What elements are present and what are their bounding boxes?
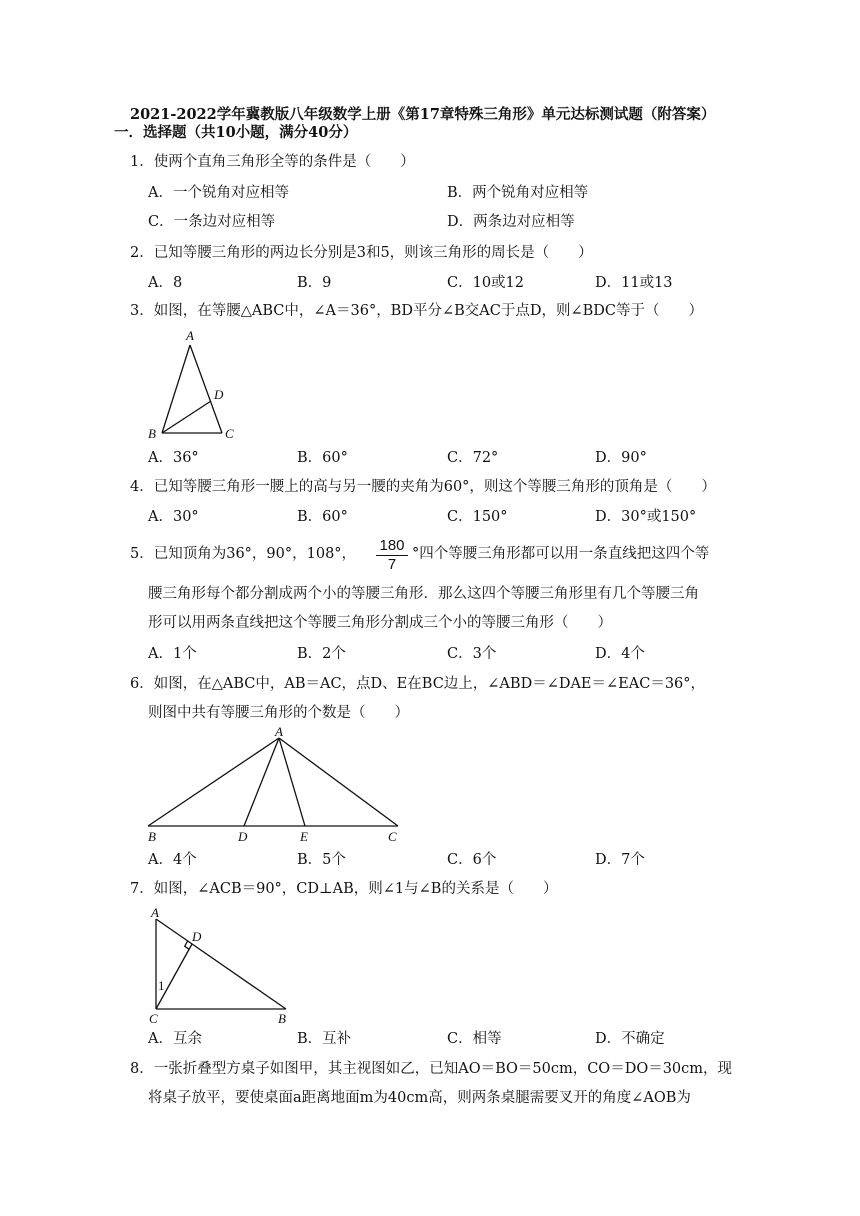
label-c: C [225, 426, 234, 441]
q7-option-d: D．不确定 [595, 1031, 665, 1047]
q4-option-b: B．60° [297, 509, 348, 525]
question-5-stem-start: 5．已知顶角为36°，90°，108°， [130, 546, 357, 562]
q1-option-c: C．一条边对应相等 [148, 214, 276, 230]
question-5-stem-line-2: 腰三角形每个都分割成两个小的等腰三角形．那么这四个等腰三角形里有几个等腰三角 [148, 586, 699, 602]
label-c: C [149, 1011, 158, 1023]
label-b: B [148, 829, 156, 844]
label-a: A [186, 328, 194, 343]
question-3-stem: 3．如图，在等腰△ABC中，∠A＝36°，BD平分∠B交AC于点D，则∠BDC等于（ ） [130, 303, 703, 319]
q7-option-a: A．互余 [148, 1031, 202, 1047]
q4-option-c: C．150° [447, 509, 508, 525]
label-e: E [300, 829, 308, 844]
q6-option-c: C．6个 [447, 852, 497, 868]
q6-option-a: A．4个 [148, 852, 197, 868]
q6-option-b: B．5个 [297, 852, 346, 868]
q6-option-d: D．7个 [595, 852, 645, 868]
q4-option-a: A．30° [148, 509, 199, 525]
question-1-stem: 1．使两个直角三角形全等的条件是（ ） [130, 154, 415, 170]
question-8-stem-line-1: 8．一张折叠型方桌子如图甲，其主视图如乙，已知AO＝BO＝50cm，CO＝DO＝30cm，现 [130, 1061, 733, 1077]
question-6-stem-line-1: 6．如图，在△ABC中，AB＝AC，点D、E在BC边上，∠ABD＝∠DAE＝∠EAC＝36°， [130, 676, 706, 692]
q7-option-b: B．互补 [297, 1031, 352, 1047]
q3-option-a: A．36° [148, 450, 199, 466]
label-d: D [192, 929, 202, 944]
question-5-stem-line-3: 形可以用两条直线把这个等腰三角形分割成三个小的等腰三角形（ ） [148, 615, 612, 631]
q3-option-c: C．72° [447, 450, 499, 466]
label-d: D [238, 829, 248, 844]
q5-option-a: A．1个 [148, 646, 197, 662]
q7-figure [140, 903, 300, 1023]
label-b: B [148, 426, 156, 441]
fraction-numerator: 180 [379, 537, 405, 554]
label-1: 1 [158, 978, 165, 993]
label-c: C [388, 829, 397, 844]
section-heading: 一．选择题（共10小题，满分40分） [114, 124, 358, 141]
q7-option-c: C．相等 [447, 1031, 502, 1047]
question-5-stem-end: °四个等腰三角形都可以用一条直线把这四个等 [412, 546, 710, 562]
q2-option-a: A．8 [148, 275, 183, 291]
document-title: 2021-2022学年冀教版八年级数学上册《第17章特殊三角形》单元达标测试题（附答案） [130, 106, 716, 123]
q1-option-d: D．两条边对应相等 [447, 214, 575, 230]
question-2-stem: 2．已知等腰三角形的两边长分别是3和5，则该三角形的周长是（ ） [130, 245, 593, 261]
label-d: D [214, 387, 224, 402]
q3-option-b: B．60° [297, 450, 348, 466]
question-8-stem-line-2: 将桌子放平，要使桌面a距离地面m为40cm高，则两条桌腿需要叉开的角度∠AOB为 [148, 1090, 691, 1106]
q5-option-c: C．3个 [447, 646, 497, 662]
label-b: B [278, 1011, 286, 1023]
fraction-denominator: 7 [387, 556, 397, 573]
q1-option-b: B．两个锐角对应相等 [447, 185, 589, 201]
q3-option-d: D．90° [595, 450, 647, 466]
q1-option-a: A．一个锐角对应相等 [148, 185, 289, 201]
q6-figure [140, 726, 410, 848]
label-a: A [275, 726, 283, 739]
label-a: A [151, 905, 159, 920]
question-4-stem: 4．已知等腰三角形一腰上的高与另一腰的夹角为60°，则这个等腰三角形的顶角是（ ） [130, 479, 716, 495]
q2-option-c: C．10或12 [447, 275, 524, 291]
q2-option-d: D．11或13 [595, 275, 673, 291]
fraction [372, 537, 412, 574]
q2-option-b: B．9 [297, 275, 332, 291]
question-7-stem: 7．如图，∠ACB＝90°，CD⊥AB，则∠1与∠B的关系是（ ） [130, 881, 558, 897]
q4-option-d: D．30°或150° [595, 509, 697, 525]
question-6-stem-line-2: 则图中共有等腰三角形的个数是（ ） [148, 705, 409, 721]
q5-option-d: D．4个 [595, 646, 645, 662]
q5-option-b: B．2个 [297, 646, 346, 662]
q3-figure [140, 325, 250, 445]
